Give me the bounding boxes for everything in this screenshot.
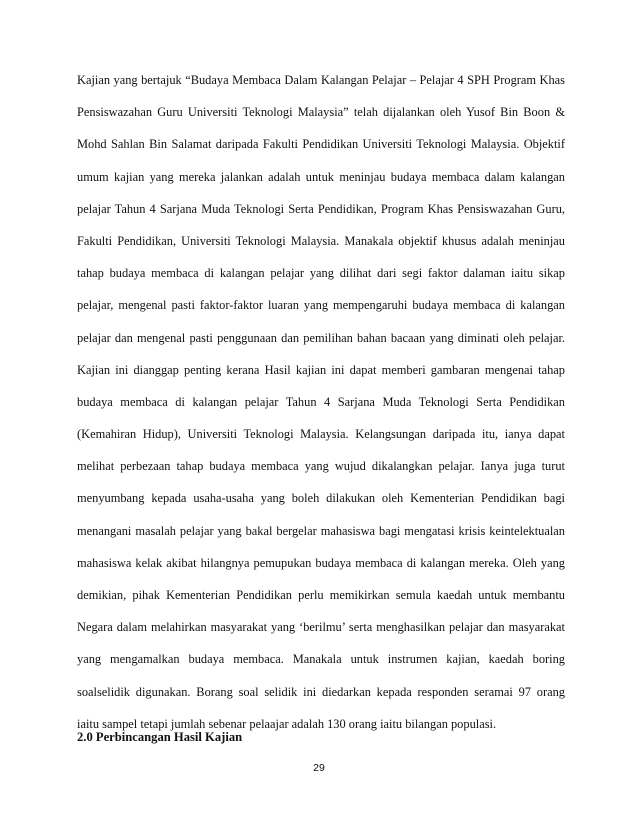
- body-paragraph: [77, 64, 565, 740]
- section-heading: 2.0 Perbincangan Hasil Kajian: [77, 730, 243, 744]
- paragraph-line: iaitu sampel tetapi jumlah sebenar pelaajar adalah 130 orang iaitu bilangan populasi.: [77, 716, 497, 731]
- paragraph-line: mahasiswa kelak akibat hilangnya pemupukan budaya membaca di kalangan mereka. Oleh yang: [77, 555, 565, 570]
- paragraph-line: Kajian ini dianggap penting kerana Hasil kajian ini dapat memberi gambaran mengenai tahap: [77, 362, 565, 377]
- paragraph-line: pelajar dan mengenal pasti penggunaan dan pemilihan bahan bacaan yang diminati oleh pelajar.: [77, 330, 565, 345]
- paragraph-line: umum kajian yang mereka jalankan adalah untuk meninjau budaya membaca dalam kalangan: [77, 169, 565, 184]
- paragraph-line: Mohd Sahlan Bin Salamat daripada Fakulti Pendidikan Universiti Teknologi Malaysia. Objektif: [77, 137, 565, 152]
- paragraph-line: yang mengamalkan budaya membaca. Manakala untuk instrumen kajian, kaedah boring: [77, 652, 565, 667]
- paragraph-line: tahap budaya membaca di kalangan pelajar yang dilihat dari segi faktor dalaman iaitu sikap: [77, 266, 565, 281]
- paragraph-line: menangani masalah pelajar yang bakal bergelar mahasiswa bagi mengatasi krisis keintelektualan: [77, 523, 565, 538]
- paragraph-line: (Kemahiran Hidup), Universiti Teknologi Malaysia. Kelangsungan daripada itu, ianya dapat: [77, 427, 565, 442]
- paragraph-line: pelajar, mengenal pasti faktor-faktor luaran yang mempengaruhi budaya membaca di kalangan: [77, 298, 565, 313]
- paragraph-line: demikian, pihak Kementerian Pendidikan perlu memikirkan semula kaedah untuk membantu: [77, 588, 565, 602]
- paragraph-line: melihat perbezaan tahap budaya membaca yang wujud dikalangkan pelajar. Ianya juga turut: [77, 459, 565, 474]
- paragraph-line: Negara dalam melahirkan masyarakat yang ‘berilmu’ serta menghasilkan pelajar dan masyarakat: [77, 620, 565, 635]
- paragraph-line: menyumbang kepada usaha-usaha yang boleh dilakukan oleh Kementerian Pendidikan bagi: [77, 491, 565, 506]
- paragraph-line: Pensiswazahan Guru Universiti Teknologi Malaysia” telah dijalankan oleh Yusof Bin Boon &: [77, 105, 565, 120]
- page-number: 29: [313, 762, 325, 774]
- paragraph-line: Fakulti Pendidikan, Universiti Teknologi Malaysia. Manakala objektif khusus adalah meninjau: [77, 233, 565, 248]
- paragraph-line: soalselidik digunakan. Borang soal selidik ini diedarkan kepada responden seramai 97 orang: [77, 684, 565, 699]
- paragraph-line: Kajian yang bertajuk “Budaya Membaca Dalam Kalangan Pelajar – Pelajar 4 SPH Program Khas: [77, 73, 565, 87]
- paragraph-line: pelajar Tahun 4 Sarjana Muda Teknologi Serta Pendidikan, Program Khas Pensiswazahan Guru,: [77, 201, 565, 216]
- paragraph-line: budaya membaca di kalangan pelajar Tahun 4 Sarjana Muda Teknologi Serta Pendidikan: [77, 394, 565, 409]
